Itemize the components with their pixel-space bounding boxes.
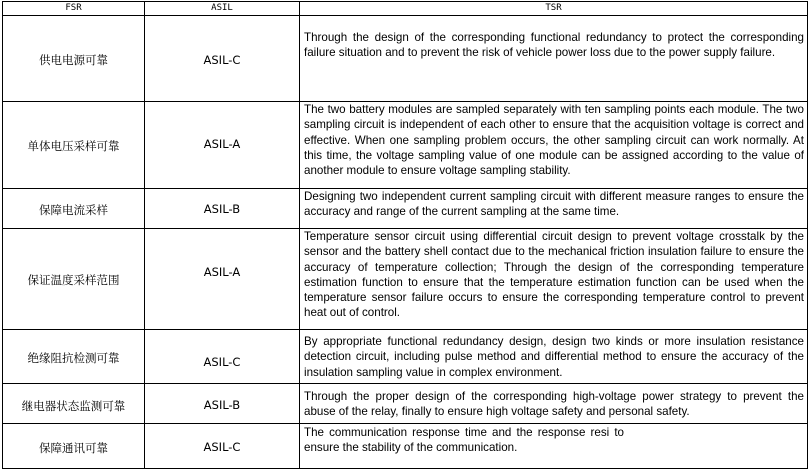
fsr-text: 继电器状态监测可靠: [21, 399, 126, 413]
fsr-text: 保障通讯可靠: [39, 441, 108, 455]
fsr-cell: [3, 424, 145, 468]
table-row: [3, 424, 807, 468]
table-row: [3, 189, 807, 229]
asil-cell: [145, 424, 300, 468]
asil-text: ASIL-B: [203, 202, 241, 216]
fsr-cell: [3, 330, 145, 383]
asil-cell: [145, 16, 300, 101]
tsr-text: Designing two independent current sampling circuit with different measure ranges to ensure the accuracy and range of the current sampling at the same time.: [304, 190, 804, 219]
fsr-text: 绝缘阻抗检测可靠: [27, 351, 120, 365]
tsr-cell: [300, 229, 807, 329]
fsr-cell: [3, 102, 145, 188]
asil-cell: [145, 384, 300, 423]
asil-cell: [145, 229, 300, 329]
table-row: [3, 330, 807, 384]
header-asil: ASIL: [145, 2, 300, 15]
tsr-text: Through the design of the corresponding functional redundancy to protect the corresponding failure situation and to prevent the risk of vehicle power loss due to the power supply failure.: [304, 31, 804, 60]
tsr-text: The two battery modules are sampled separately with ten sampling points each module. The two sampling circuit is independent of each other to ensure that the acquisition voltage is correct and effective. When one sampling problem occurs, the other sampling circuit can work normally. At this time, the voltage sampling value of one module can be assigned according to the value of another module to ensure voltage sampling stability.: [304, 103, 804, 178]
fsr-text: 保证温度采样范围: [27, 273, 120, 287]
tsr-text: Temperature sensor circuit using differential circuit design to prevent voltage crosstalk by the sensor and the battery shell contact due to the mechanical friction insulation failure to ensure the accuracy of temperature collection; Through the design of the corresponding temperature estimation function to ensure that the temperature estimation function can be used when the temperature sensor failure occurs to ensure the corresponding temperature control to prevent heat out of control.: [304, 230, 804, 320]
asil-text: ASIL-C: [203, 355, 241, 369]
table-row: [3, 229, 807, 330]
tsr-cell: [300, 102, 807, 188]
fsr-cell: [3, 16, 145, 101]
asil-text: ASIL-A: [203, 265, 241, 279]
asil-cell: [145, 189, 300, 228]
tsr-cell: [300, 16, 807, 101]
tsr-cell: [300, 384, 807, 423]
tsr-text: Through the proper design of the corresponding high-voltage power strategy to prevent the abuse of the relay, finally to ensure high voltage safety and personal safety.: [304, 390, 804, 419]
fsr-text: 单体电压采样可靠: [27, 139, 120, 153]
asil-cell: [145, 330, 300, 383]
tsr-text: The communication response time and the response resi to ensure the stability of the communication.: [304, 426, 624, 455]
header-tsr: TSR: [545, 3, 562, 13]
table-row: [3, 102, 807, 189]
tsr-text: By appropriate functional redundancy design, design two kinds or more insulation resistance detection circuit, including pulse method and differential method to ensure the accuracy of the insulation sampling value in complex environment.: [304, 335, 804, 379]
fsr-text: 保障电流采样: [39, 203, 108, 217]
asil-text: ASIL-C: [203, 440, 241, 454]
fsr-text: 供电电源可靠: [39, 53, 108, 67]
fsr-tsr-table: [2, 1, 808, 469]
table-row: [3, 16, 807, 102]
asil-text: ASIL-C: [203, 53, 241, 67]
tsr-cell: [300, 189, 807, 228]
asil-text: ASIL-B: [203, 398, 241, 412]
tsr-cell: [300, 330, 807, 383]
tsr-cell: [300, 424, 807, 468]
header-fsr: FSR: [3, 2, 145, 15]
asil-cell: [145, 102, 300, 188]
fsr-cell: [3, 229, 145, 329]
fsr-cell: [3, 189, 145, 228]
asil-text: ASIL-A: [203, 137, 241, 151]
table-header-row: [3, 2, 807, 16]
table-row: [3, 384, 807, 424]
fsr-cell: [3, 384, 145, 423]
